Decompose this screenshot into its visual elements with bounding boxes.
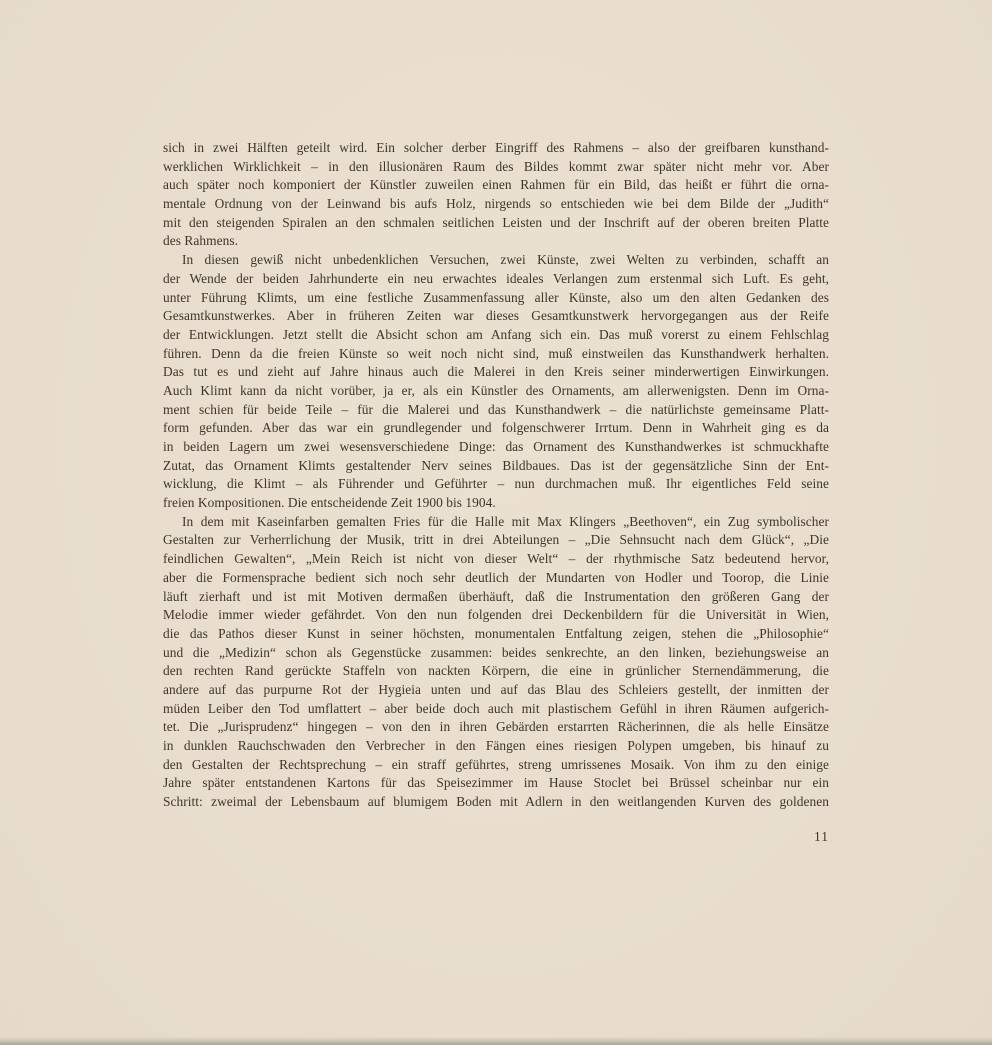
text-line: aber die Formensprache bedient sich noch sehr deutlich der Mundarten von Hodler und Toorop, die Linie xyxy=(163,569,829,585)
text-line: Gestalten zur Verherrlichung der Musik, tritt in drei Abteilungen – „Die Sehnsucht nach dem Glück“, „Die xyxy=(163,532,829,548)
text-line: feindlichen Gewalten“, „Mein Reich ist nicht von dieser Welt“ – der rhythmische Satz bedeutend hervor, xyxy=(163,551,829,567)
text-line: Jahre später entstandenen Kartons für das Speisezimmer im Hause Stoclet bei Brüssel scheinbar nur ein xyxy=(163,775,829,791)
text-line: mentale Ordnung von der Leinwand bis aufs Holz, nirgends so entschieden wie bei dem Bilde der „Judith“ xyxy=(163,196,829,212)
text-line: ment schien für beide Teile – für die Malerei und das Kunsthandwerk – die natürlichste gemeinsame Platt- xyxy=(163,401,829,417)
page-number: 11 xyxy=(814,829,829,844)
text-line: mit den steigenden Spiralen an den schmalen seitlichen Leisten und der Inschrift auf der oberen breiten Platte xyxy=(163,214,829,230)
text-line: läuft zierhaft und ist mit Motiven dermaßen überhäuft, daß die Instrumentation den größeren Gang der xyxy=(163,588,829,604)
text-line: Schritt: zweimal der Lebensbaum auf blumigem Boden mit Adlern in den weitlangenden Kurven des goldenen xyxy=(163,794,829,810)
text-line: wicklung, die Klimt – als Führender und Geführter – nun durchmachen muß. Ihr eigentliches Feld seine xyxy=(163,476,829,492)
text-line: in beiden Lagern um zwei wesensverschiedene Dinge: das Ornament des Kunsthandwerkes ist schmuckhafte xyxy=(163,439,829,454)
text-line: In diesen gewiß nicht unbedenklichen Versuchen, zwei Künste, zwei Welten zu verbinden, schafft an xyxy=(182,252,829,268)
text-line: Melodie immer wieder gefährdet. Von den nun folgenden drei Deckenbildern für die Universität in Wien, xyxy=(163,607,829,623)
page-edge-shadow xyxy=(0,1037,992,1045)
text-line: Zutat, das Ornament Klimts gestaltender Nerv seines Bildbaues. Das ist der gegensätzliche Sinn der Ent- xyxy=(163,457,829,473)
text-line: werklichen Wirklichkeit – in den illusionären Raum des Bildes kommt zwar später nicht mehr vor. Aber xyxy=(163,158,829,174)
text-line: führen. Denn da die freien Künste so weit noch nicht sind, muß einstweilen das Kunsthandwerk herhalten. xyxy=(163,345,829,361)
text-line: der Wende der beiden Jahrhunderte ein neu erwachtes ideales Verlangen zum erstenmal sich Luft. Es geht, xyxy=(163,270,829,286)
text-line: der Entwicklungen. Jetzt stellt die Absicht schon am Anfang sich ein. Das muß vorerst zu einem Fehlschlag xyxy=(163,326,829,342)
text-line: und die „Medizin“ schon als Gegenstücke zusammen: beides senkrechte, an den linken, beziehungsweise an xyxy=(163,644,829,660)
text-line: die das Pathos dieser Kunst in seiner höchsten, monumentalen Entfaltung zeigen, stehen die „Philosophie“ xyxy=(163,625,829,641)
text-line: Das tut es und zieht auf Jahre hinaus auch die Malerei in den Kreis seiner minderwertigen Einwirkungen. xyxy=(163,364,829,380)
text-line: müden Leiber den Tod umflattert – aber beide doch auch mit plastischem Gefühl in ihren Räumen aufgerich- xyxy=(163,700,829,716)
text-line: den rechten Rand gerückte Staffeln von nackten Körpern, die eine in grünlicher Sternendämmerung, die xyxy=(163,663,829,679)
body-text xyxy=(163,139,829,812)
text-line: Gesamtkunstwerkes. Aber in früheren Zeiten war dieses Gesamtkunstwerk hervorgegangen aus der Reife xyxy=(163,308,829,324)
text-line: in dunklen Rauchschwaden den Verbrecher in den Fängen eines riesigen Polypen umgeben, bis hinauf zu xyxy=(163,738,829,753)
text-line: des Rahmens. xyxy=(163,233,238,249)
text-line: freien Kompositionen. Die entscheidende Zeit 1900 bis 1904. xyxy=(163,495,496,511)
text-line: den Gestalten der Rechtsprechung – ein straff geführtes, streng umrissenes Mosaik. Von ihm zu den einige xyxy=(163,756,829,772)
text-line: tet. Die „Jurisprudenz“ hingegen – von den in ihren Gebärden erstarrten Rächerinnen, die als helle Einsätze xyxy=(163,719,829,735)
text-line: form gefunden. Aber das war ein grundlegender und folgenschwerer Irrtum. Denn in Wahrheit ging es da xyxy=(163,420,829,436)
text-line: Auch Klimt kann da nicht vorüber, ja er, als ein Künstler des Ornaments, am allerwenigsten. Denn im Orna- xyxy=(163,382,829,398)
text-line: auch später noch komponiert der Künstler zuweilen einen Rahmen für ein Bild, das heißt er führt die orna- xyxy=(163,177,829,193)
text-line: In dem mit Kaseinfarben gemalten Fries für die Halle mit Max Klingers „Beethoven“, ein Zug symbolischer xyxy=(182,513,829,529)
text-line: sich in zwei Hälften geteilt wird. Ein solcher derber Eingriff des Rahmens – also der greifbaren kunsthand- xyxy=(163,140,829,155)
text-line: andere auf das purpurne Rot der Hygieia unten und auf das Blau des Schleiers gestellt, der inmitten der xyxy=(163,681,829,697)
text-line: unter Führung Klimts, um eine festliche Zusammenfassung aller Künste, also um den alten Gedanken des xyxy=(163,289,829,305)
